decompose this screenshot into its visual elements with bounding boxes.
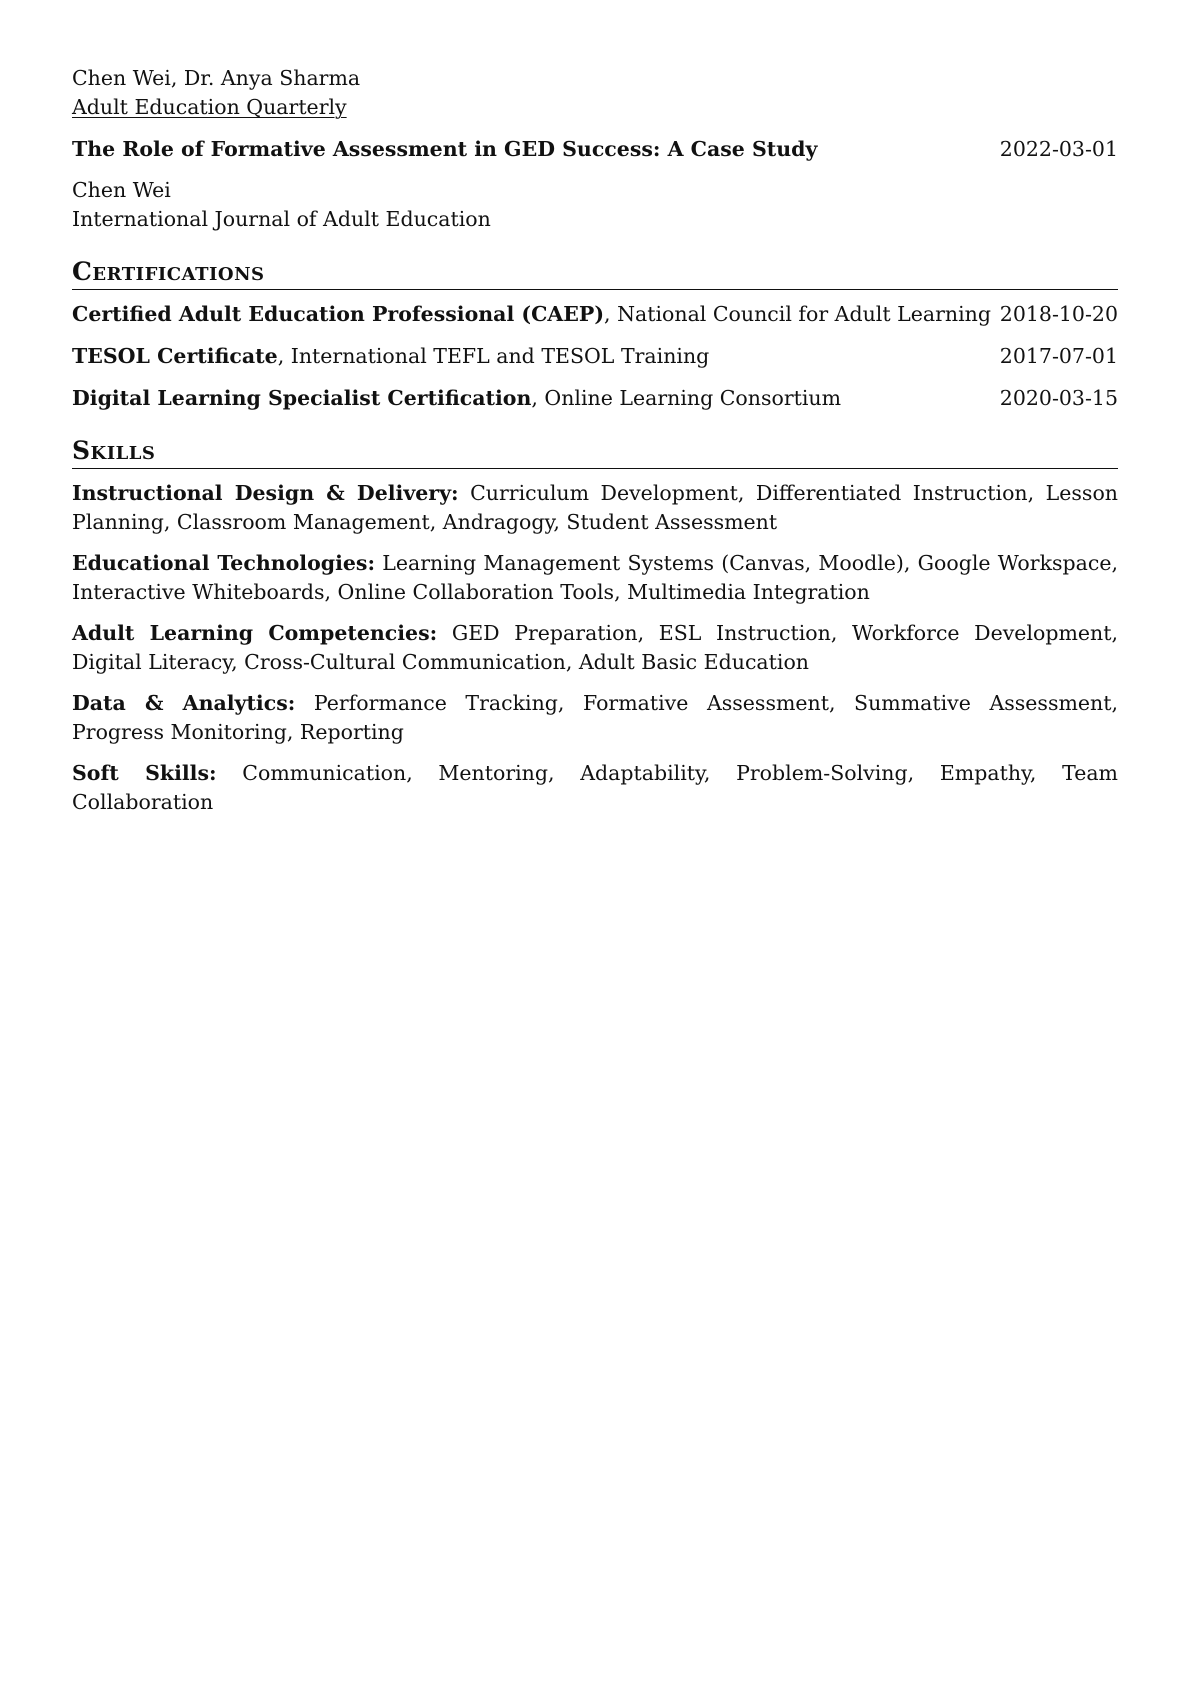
skill-category-label: Adult Learning Competencies: — [72, 621, 438, 645]
certification-item — [72, 342, 1118, 371]
skills-heading: Skills — [72, 437, 1118, 469]
skills-list — [72, 479, 1118, 817]
skill-category — [72, 759, 1118, 817]
certification-issuer: , National Council for Adult Learning — [604, 302, 991, 326]
publication-journal[interactable] — [72, 93, 1118, 122]
certification-item — [72, 300, 1118, 329]
publication-journal: International Journal of Adult Education — [72, 207, 491, 231]
publication-date: 2022-03-01 — [999, 137, 1118, 161]
skill-category-label: Instructional Design & Delivery: — [72, 481, 459, 505]
certification-date: 2020-03-15 — [999, 386, 1118, 410]
certification-issuer: , Online Learning Consortium — [531, 386, 842, 410]
certifications-list — [72, 300, 1118, 413]
skill-category-label: Soft Skills: — [72, 761, 217, 785]
skill-category — [72, 549, 1118, 607]
skill-category-text: GED Preparation, ESL Instruction, Workforce Development, Digital Literacy, Cross-Cultural Communication, Adult Basic Education — [72, 621, 1118, 674]
certification-text — [72, 384, 841, 413]
skill-category-text: Communication, Mentoring, Adaptability, Problem-Solving, Empathy, Team Collaboration — [72, 761, 1118, 814]
skill-category — [72, 619, 1118, 677]
certification-item — [72, 384, 1118, 413]
skill-category-label: Educational Technologies: — [72, 551, 376, 575]
publication-journal-link[interactable]: Adult Education Quarterly — [72, 95, 347, 119]
certification-text — [72, 342, 709, 371]
certification-text — [72, 300, 991, 329]
resume-page — [72, 64, 1118, 817]
certification-date: 2017-07-01 — [999, 344, 1118, 368]
publication-title: The Role of Formative Assessment in GED Success: A Case Study — [72, 137, 818, 161]
skill-category-label: Data & Analytics: — [72, 691, 296, 715]
publication-title-row — [72, 135, 1118, 164]
publication-authors: Chen Wei, Dr. Anya Sharma — [72, 66, 361, 90]
skill-category-text: Learning Management Systems (Canvas, Moodle), Google Workspace, Interactive Whiteboards, Online Collaboration Tools, Multimedia Integration — [72, 551, 1118, 604]
skill-category — [72, 689, 1118, 747]
skill-category — [72, 479, 1118, 537]
skill-category-text: Curriculum Development, Differentiated Instruction, Lesson Planning, Classroom Management, Andragogy, Student Assessment — [72, 481, 1118, 534]
skill-category-text: Performance Tracking, Formative Assessment, Summative Assessment, Progress Monitoring, Reporting — [72, 691, 1118, 744]
publication-authors: Chen Wei — [72, 178, 171, 202]
certification-issuer: , International TEFL and TESOL Training — [277, 344, 710, 368]
certifications-heading: Certifications — [72, 258, 1118, 290]
certification-name: TESOL Certificate — [72, 344, 278, 368]
certification-date: 2018-10-20 — [999, 302, 1118, 326]
certification-name: Certified Adult Education Professional (CAEP) — [72, 302, 605, 326]
certification-name: Digital Learning Specialist Certification — [72, 386, 532, 410]
